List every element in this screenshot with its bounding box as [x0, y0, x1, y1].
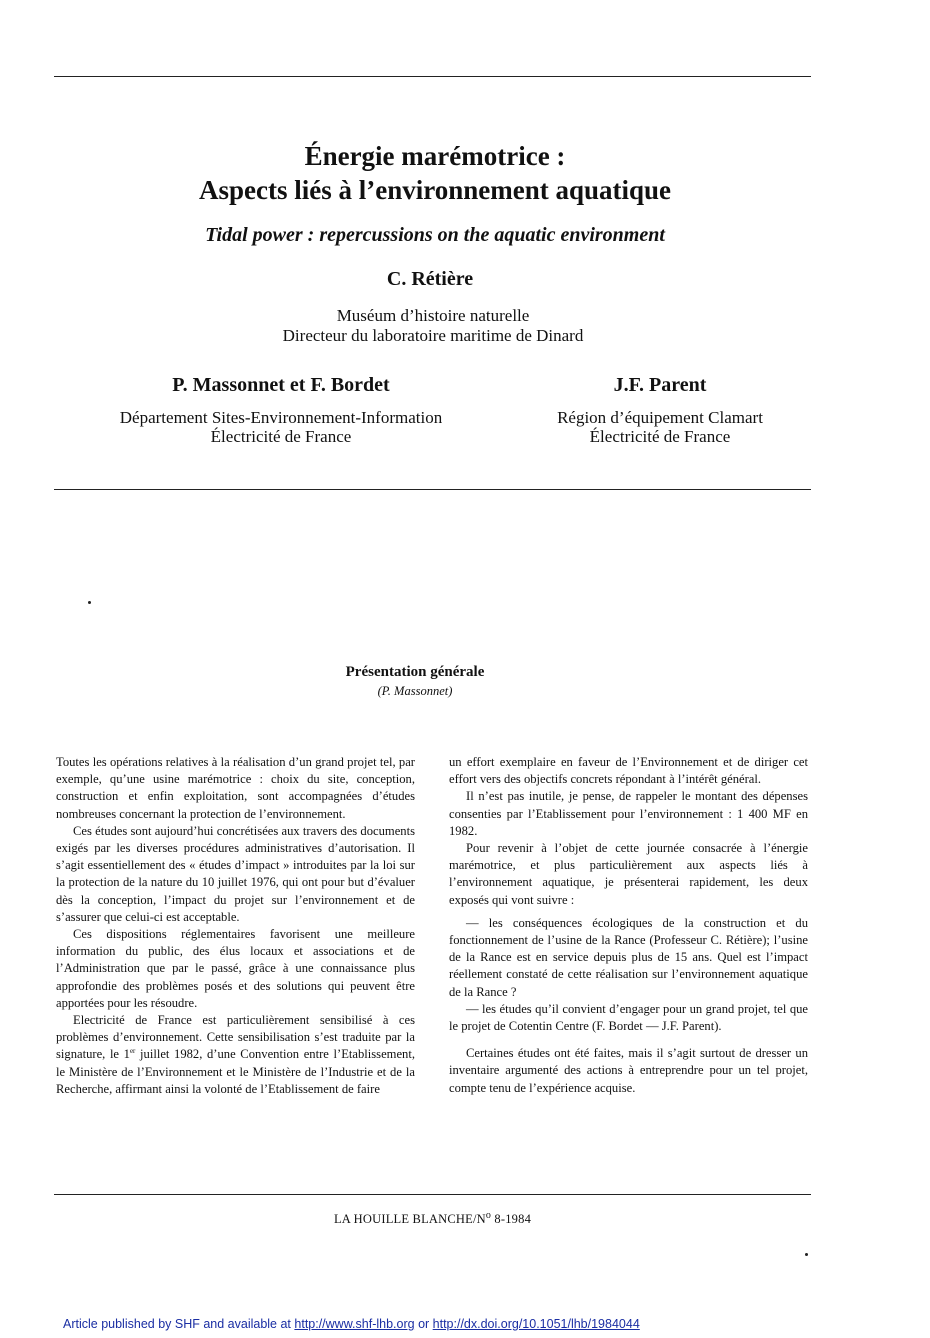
superscript-er: er [129, 1047, 136, 1056]
right-paragraph-1: un effort exemplaire en faveur de l’Environnement et de diriger cet effort vers des objectifs concrets répondant à l’intérêt général. [449, 755, 808, 787]
affiliation-left-line-1: Département Sites-Environnement-Information [119, 408, 443, 427]
right-paragraph-6: Certaines études ont été faites, mais il s’agit surtout de dresser un inventaire argumenté des actions à entreprendre pour un tel projet, compte tenu de l’expérience acquise. [449, 1046, 808, 1095]
footer-rule [54, 1194, 811, 1195]
author-primary: C. Rétière [386, 268, 474, 290]
provenance-line [63, 1317, 640, 1331]
left-paragraph-3: Ces dispositions réglementaires favorisent une meilleure information du public, des élus locaux et associations et de l’Administration que par le passé, grâce à une connaissance plus approfondie des problèmes posés et des solutions qui peuvent être apportées pour les résoudre. [56, 927, 415, 1010]
left-paragraph-2: Ces études sont aujourd’hui concrétisées aux travers des documents exigés par les diverses procédures administratives d’autorisation. Il s’agit essentiellement des « études d’impact » introduites par la loi sur la protection de la nature du 10 juillet 1976, qui ont pour but d’évaluer dès la conception, l’impact du projet sur l’environnement et de s’assurer que celui-ci est acceptable. [56, 823, 415, 924]
section-byline: (P. Massonnet) [377, 684, 453, 698]
title-line-2: Aspects liés à l’environnement aquatique [198, 175, 671, 205]
shf-link[interactable]: http://www.shf-lhb.org [294, 1317, 415, 1331]
journal-issue: 8-1984 [491, 1212, 532, 1226]
section-heading: Présentation générale [345, 664, 485, 680]
issue-number-sign: o [485, 1209, 492, 1221]
right-paragraph-5: — les études qu’il convient d’engager pour un grand projet, tel que le projet de Cotentin Centre (F. Bordet — J.F. Parent). [449, 1001, 808, 1034]
top-rule [54, 76, 811, 77]
affiliation-primary-line-2: Directeur du laboratoire maritime de Dinard [282, 326, 584, 345]
right-paragraph-3: Pour revenir à l’objet de cette journée consacrée à l’énergie marémotrice, et plus particulièrement aux aspects liés à l’environnement aquatique, je présenterai rapidement, les deux exposés qui vont suivre : [449, 841, 808, 907]
left-paragraph-4-start: Electricité de France est particulièrement sensibilisé à ces problèmes d’environnement. Cette sensibilisation s’est traduite par la signature, le 1 [56, 1013, 415, 1062]
author-right: J.F. Parent [613, 374, 707, 396]
provenance-prefix: Article published by SHF and available at [63, 1317, 295, 1331]
journal-footer [0, 1209, 865, 1227]
left-paragraph-1: Toutes les opérations relatives à la réalisation d’un grand projet tel, par exemple, qu’une usine marémotrice : choix du site, conception, construction et enfin exploitation, sont accompagnées d’études nombreuses concernant la protection de l’environnement. [56, 755, 415, 821]
body-column-right [449, 754, 808, 1097]
left-paragraph-4-end: juillet 1982, d’une Convention entre l’Etablissement, le Ministère de l’Environnement et le Ministère de l’Industrie et de la Recherche, affirmant ainsi la volonté de l’Etablissement de faire [56, 1047, 415, 1096]
author-left: P. Massonnet et F. Bordet [172, 374, 390, 396]
title-line-1: Énergie marémotrice : [304, 141, 566, 171]
right-paragraph-4: — les conséquences écologiques de la construction et du fonctionnement de l’usine de la Rance (Professeur C. Rétière); l’usine de la Rance est en service depuis plus de 15 ans. Quel est l’impact réellement constaté de cette réalisation sur l’environnement aquatique de la Rance ? [449, 915, 808, 999]
right-paragraph-2: Il n’est pas inutile, je pense, de rappeler le montant des dépenses consenties par l’Etablissement pour l’environnement : 1 400 MF en 1982. [449, 789, 808, 838]
scan-speck [805, 1253, 808, 1256]
affiliation-primary-line-1: Muséum d’histoire naturelle [336, 306, 530, 325]
affiliation-right-line-1: Région d’équipement Clamart [557, 408, 763, 427]
english-subtitle: Tidal power : repercussions on the aquatic environment [205, 224, 665, 246]
affiliation-right-line-2: Électricité de France [589, 427, 731, 446]
body-column-left [56, 754, 415, 1098]
left-paragraph-4 [56, 1012, 415, 1098]
provenance-or: or [414, 1317, 433, 1331]
affiliation-left-line-2: Électricité de France [210, 427, 352, 446]
journal-name: LA HOUILLE BLANCHE/N [333, 1212, 486, 1226]
scan-speck [88, 601, 91, 604]
header-bottom-rule [54, 489, 811, 490]
doi-link[interactable]: http://dx.doi.org/10.1051/lhb/1984044 [432, 1317, 640, 1331]
